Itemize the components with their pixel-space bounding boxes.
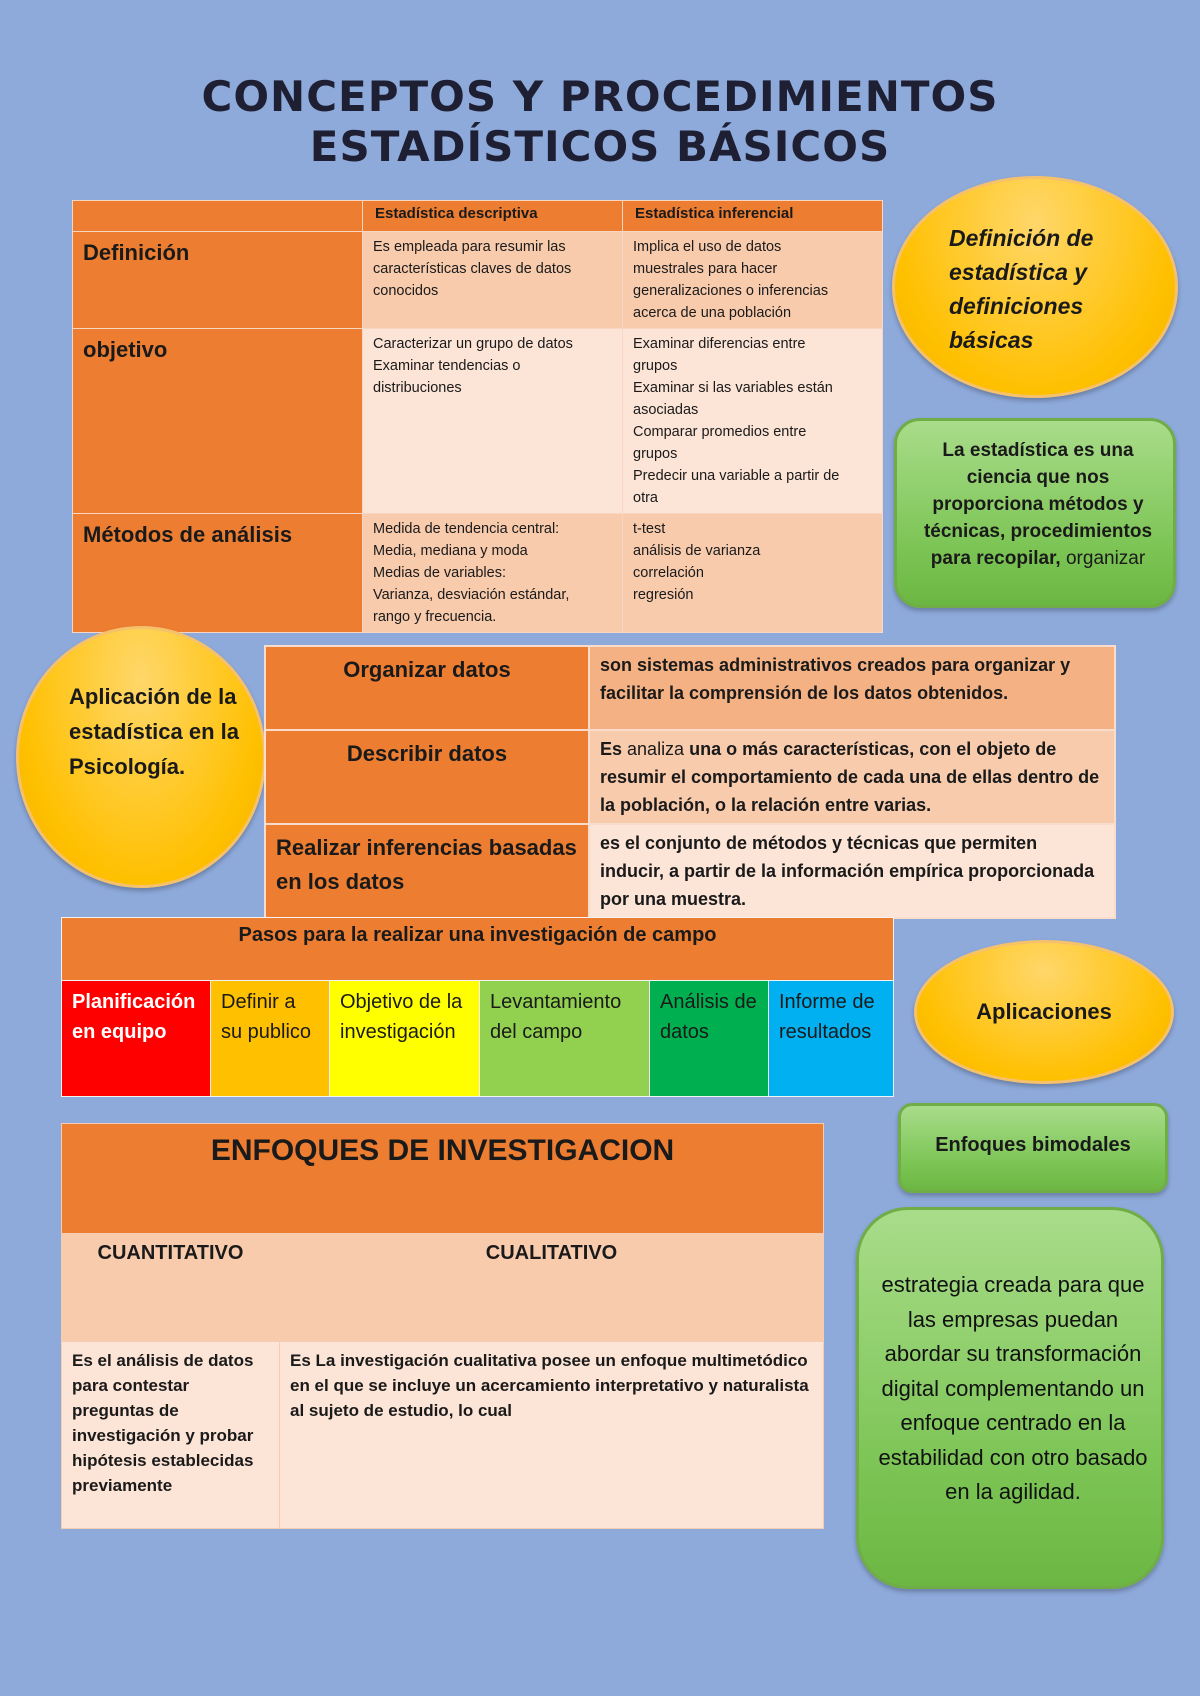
enfoques-body-row xyxy=(62,1342,824,1529)
enfoques-table xyxy=(61,1123,824,1529)
step-analisis: Análisis de datos xyxy=(650,981,769,1097)
step-levantamiento: Levantamiento del campo xyxy=(480,981,650,1097)
text-line: Varianza, desviación estándar, xyxy=(373,587,570,603)
table-row xyxy=(265,646,1115,730)
enfoques-title: ENFOQUES DE INVESTIGACION xyxy=(62,1124,824,1234)
text-line: Caracterizar un grupo de datos xyxy=(373,336,573,352)
cell-descriptiva-metodos xyxy=(363,514,623,633)
cell-descriptiva-definicion xyxy=(363,232,623,329)
text-line: Comparar promedios entre xyxy=(633,424,807,440)
text-line: Media, mediana y moda xyxy=(373,543,528,559)
enfoques-bimodales-box xyxy=(898,1103,1168,1193)
page-title xyxy=(0,72,1200,172)
header-descriptiva: Estadística descriptiva xyxy=(363,201,623,232)
estrategia-box xyxy=(856,1207,1164,1589)
text-line: análisis de varianza xyxy=(633,543,761,559)
desc-realizar-inferencias xyxy=(589,824,1115,918)
desc-text: es el conjunto de métodos y técnicas que permiten inducir, a partir de la información empírica proporcionada por una muestra. xyxy=(600,833,1095,909)
pasos-title: Pasos para la realizar una investigación de campo xyxy=(62,918,894,981)
estadistica-definition-text xyxy=(909,437,1167,572)
text-line: correlación xyxy=(633,565,704,581)
col-cuantitativo: CUANTITATIVO xyxy=(62,1234,280,1342)
text-line: conocidos xyxy=(373,283,439,299)
text-line: grupos xyxy=(633,358,678,374)
text-line: Examinar tendencias o xyxy=(373,358,521,374)
desc-text: una o más características, con el objeto de resumir el comportamiento de cada una de ellas dentro de la población, o la relación entre varias. xyxy=(600,739,1100,815)
definition-normal-text: organizar xyxy=(1060,548,1146,569)
desc-organizar-datos xyxy=(589,646,1115,730)
stats-comparison-table xyxy=(72,200,883,633)
aplicacion-bubble-text: Aplicación de la estadística en la Psicología. xyxy=(69,684,239,779)
desc-prefix: Es xyxy=(600,739,628,759)
estadistica-definition-box xyxy=(894,418,1176,608)
definicion-bubble xyxy=(892,176,1178,398)
text-line: acerca de una población xyxy=(633,305,792,321)
aplicaciones-bubble xyxy=(914,940,1174,1084)
text-line: Medias de variables: xyxy=(373,565,506,581)
text-line: Medida de tendencia central: xyxy=(373,521,560,537)
label-describir-datos: Describir datos xyxy=(265,730,589,824)
text-line: grupos xyxy=(633,446,678,462)
cell-inferencial-definicion xyxy=(623,232,883,329)
aplicaciones-bubble-text: Aplicaciones xyxy=(976,999,1112,1024)
text-line: otra xyxy=(633,490,658,506)
pasos-header-row xyxy=(62,918,894,981)
label-realizar-inferencias: Realizar inferencias basadas en los datos xyxy=(265,824,589,918)
estrategia-text: estrategia creada para que las empresas puedan abordar su transformación digital complementando un enfoque centrado en la estabilidad con otro basado en la agilidad. xyxy=(878,1272,1148,1504)
cuantitativo-text: Es el análisis de datos para contestar preguntas de investigación y probar hipótesis establecidas previamente xyxy=(62,1342,280,1529)
text-line: Examinar si las variables están xyxy=(633,380,833,396)
aplicacion-table xyxy=(264,645,1116,919)
text-line: asociadas xyxy=(633,402,699,418)
step-informe: Informe de resultados xyxy=(769,981,894,1097)
enfoques-header-row xyxy=(62,1124,824,1234)
header-inferencial: Estadística inferencial xyxy=(623,201,883,232)
step-planificacion: Planificación en equipo xyxy=(62,981,211,1097)
pasos-steps-row xyxy=(62,981,894,1097)
text-line: muestrales para hacer xyxy=(633,261,778,277)
text-line: rango y frecuencia. xyxy=(373,609,497,625)
step-definir-publico: Definir a su publico xyxy=(211,981,330,1097)
table-row xyxy=(73,329,883,514)
table-row xyxy=(265,824,1115,918)
table-header-row xyxy=(73,201,883,232)
row-label-objetivo: objetivo xyxy=(73,329,363,514)
table-row xyxy=(73,232,883,329)
row-label-metodos: Métodos de análisis xyxy=(73,514,363,633)
text-line: Predecir una variable a partir de xyxy=(633,468,840,484)
enfoques-cols-row xyxy=(62,1234,824,1342)
desc-describir-datos xyxy=(589,730,1115,824)
text-line: Implica el uso de datos xyxy=(633,239,782,255)
cualitativo-text: Es La investigación cualitativa posee un enfoque multimetódico en el que se incluye un acercamiento interpretativo y naturalista al sujeto de estudio, lo cual xyxy=(280,1342,824,1529)
definition-bold-text: La estadística es una ciencia que nos proporciona métodos y técnicas, procedimientos para recopilar, xyxy=(923,440,1153,569)
desc-normal: analiza xyxy=(627,739,685,759)
pasos-table xyxy=(61,917,894,1097)
label-organizar-datos: Organizar datos xyxy=(265,646,589,730)
text-line: t-test xyxy=(633,521,666,537)
text-line: generalizaciones o inferencias xyxy=(633,283,829,299)
definicion-bubble-text: Definición de estadística y definiciones básicas xyxy=(949,225,1094,353)
aplicacion-bubble xyxy=(16,626,266,888)
text-line: regresión xyxy=(633,587,694,603)
title-line-1: CONCEPTOS Y PROCEDIMIENTOS xyxy=(201,72,999,121)
cell-inferencial-objetivo xyxy=(623,329,883,514)
enfoques-bimodales-text: Enfoques bimodales xyxy=(935,1134,1131,1156)
desc-text: son sistemas administrativos creados para organizar y facilitar la comprensión de los datos obtenidos. xyxy=(600,655,1071,703)
text-line: Examinar diferencias entre xyxy=(633,336,806,352)
text-line: distribuciones xyxy=(373,380,462,396)
text-line: Es empleada para resumir las xyxy=(373,239,566,255)
text-line: características claves de datos xyxy=(373,261,572,277)
header-empty-cell xyxy=(73,201,363,232)
table-row xyxy=(73,514,883,633)
cell-inferencial-metodos xyxy=(623,514,883,633)
table-row xyxy=(265,730,1115,824)
title-line-2: ESTADÍSTICOS BÁSICOS xyxy=(309,122,891,171)
col-cualitativo: CUALITATIVO xyxy=(280,1234,824,1342)
step-objetivo: Objetivo de la investigación xyxy=(330,981,480,1097)
cell-descriptiva-objetivo xyxy=(363,329,623,514)
row-label-definicion: Definición xyxy=(73,232,363,329)
